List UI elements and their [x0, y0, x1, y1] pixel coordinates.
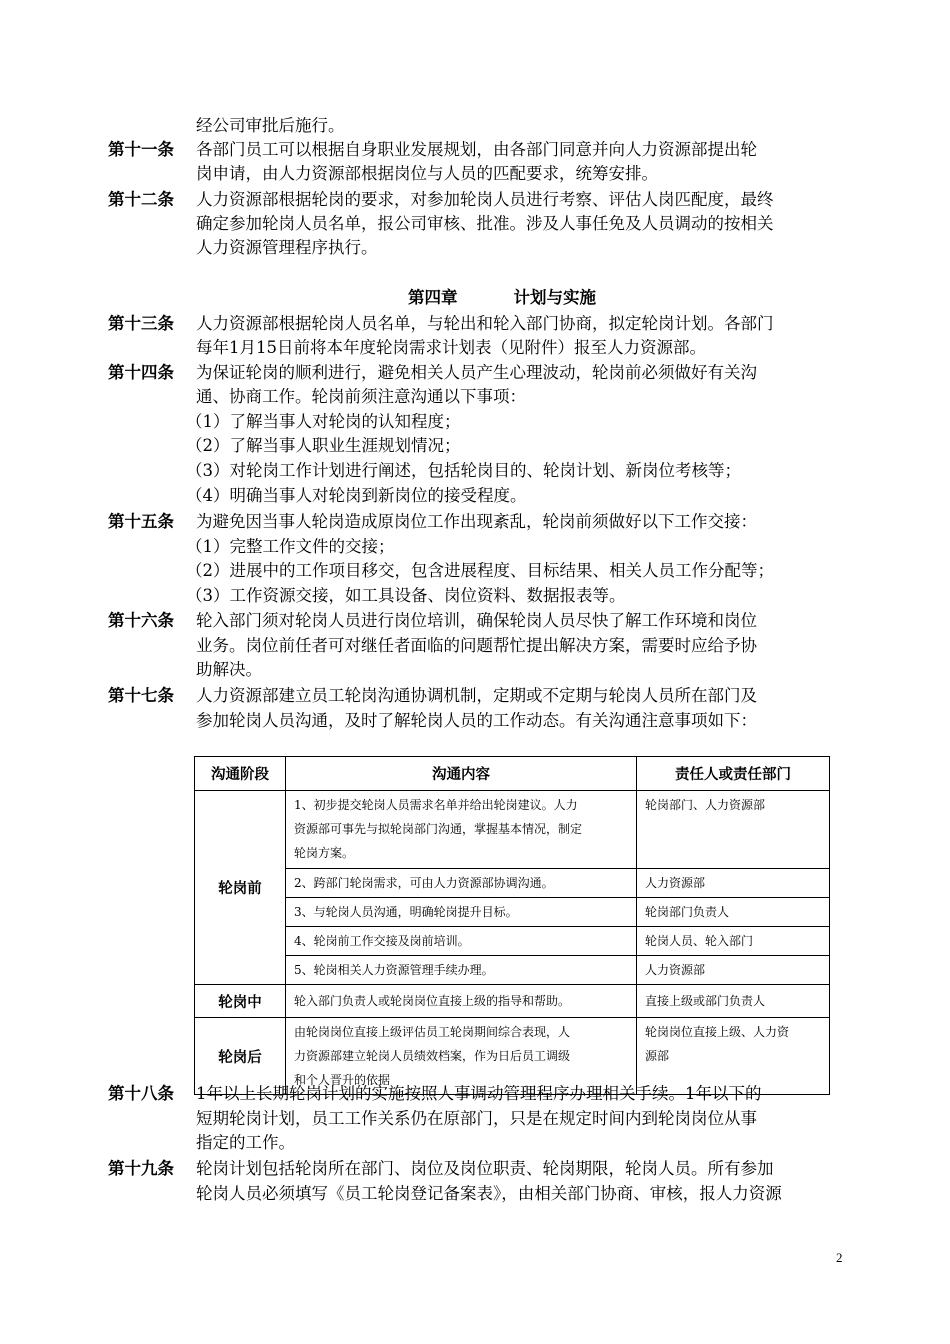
content-line: 4、轮岗前工作交接及岗前培训。 [294, 934, 470, 948]
owner-line: 人力资源部 [645, 963, 706, 977]
article-19-line: 轮岗人员必须填写《员工轮岗登记备案表》，由相关部门协商、审核，报人力资源 [196, 1184, 782, 1203]
article-14-line: 通、协商工作。轮岗前须注意沟通以下事项： [196, 387, 526, 406]
chapter-heading [408, 286, 596, 310]
chapter-number: 第四章 [408, 288, 458, 307]
table-row [195, 898, 830, 927]
owner-cell [637, 869, 830, 898]
content-line: 轮入部门负责人或轮岗岗位直接上级的指导和帮助。 [294, 994, 571, 1008]
article-11-label: 第十一条 [108, 140, 174, 159]
article-12-line: 确定参加轮岗人员名单，报公司审核、批准。涉及人事任免及人员调动的按相关 [196, 214, 774, 233]
article-16-line: 业务。岗位前任者可对继任者面临的问题帮忙提出解决方案，需要时应给予协 [196, 636, 757, 655]
article-14-item: （4）明确当事人对轮岗到新岗位的接受程度。 [186, 486, 527, 505]
content-line: 2、跨部门轮岗需求，可由人力资源部协调沟通。 [294, 876, 554, 890]
table-row [195, 956, 830, 985]
article-14-item: （3）对轮岗工作计划进行阐述，包括轮岗目的、轮岗计划、新岗位考核等； [186, 461, 741, 480]
article-12-line: 人力资源管理程序执行。 [196, 238, 378, 257]
stage-after: 轮岗后 [195, 1018, 286, 1095]
article-16-line: 助解决。 [196, 660, 262, 679]
owner-cell [637, 791, 830, 869]
owner-line: 源部 [645, 1049, 670, 1063]
article-18-label: 第十八条 [108, 1084, 174, 1103]
table-header-row [195, 757, 830, 791]
header-content: 沟通内容 [286, 757, 637, 791]
owner-line: 直接上级或部门负责人 [645, 994, 766, 1008]
owner-cell [637, 927, 830, 956]
content-line: 3、与轮岗人员沟通，明确轮岗提升目标。 [294, 905, 518, 919]
table-row [195, 927, 830, 956]
content-line: 资源部可事先与拟轮岗部门沟通，掌握基本情况，制定 [294, 822, 583, 836]
article-13-line: 每年1月15日前将本年度轮岗需求计划表（见附件）报至人力资源部。 [196, 338, 706, 357]
owner-cell [637, 898, 830, 927]
content-cell [286, 869, 637, 898]
content-cell [286, 791, 637, 869]
stage-before: 轮岗前 [195, 791, 286, 985]
article-15-item: （2）进展中的工作项目移交，包含进展程度、目标结果、相关人员工作分配等； [186, 561, 774, 580]
content-line: 由轮岗岗位直接上级评估员工轮岗期间综合表现，人 [294, 1025, 571, 1039]
article-15-item: （1）完整工作文件的交接； [186, 537, 395, 556]
owner-line: 轮岗岗位直接上级、人力资 [645, 1025, 790, 1039]
article-18-line: 1年以上长期轮岗计划的实施按照人事调动管理程序办理相关手续。1年以下的 [196, 1084, 762, 1103]
article-17-line: 参加轮岗人员沟通，及时了解轮岗人员的工作动态。有关沟通注意事项如下： [196, 711, 757, 730]
table-row [195, 791, 830, 869]
article-16-line: 轮入部门须对轮岗人员进行岗位培训，确保轮岗人员尽快了解工作环境和岗位 [196, 611, 757, 630]
header-owner: 责任人或责任部门 [637, 757, 830, 791]
stage-during: 轮岗中 [195, 985, 286, 1018]
article-11-line: 岗申请，由人力资源部根据岗位与人员的匹配要求，统筹安排。 [196, 164, 658, 183]
content-line: 轮岗方案。 [294, 846, 355, 860]
article-15-item: （3）工作资源交接，如工具设备、岗位资料、数据报表等。 [186, 586, 626, 605]
article-12-line: 人力资源部根据轮岗的要求，对参加轮岗人员进行考察、评估人岗匹配度，最终 [196, 190, 774, 209]
owner-line: 轮岗部门负责人 [645, 905, 730, 919]
owner-cell [637, 985, 830, 1018]
content-line: 5、轮岗相关人力资源管理手续办理。 [294, 963, 494, 977]
table-row [195, 869, 830, 898]
content-cell [286, 985, 637, 1018]
content-line: 和个人晋升的依据 [294, 1073, 391, 1087]
previous-article-tail: 经公司审批后施行。 [196, 116, 345, 135]
article-19-label: 第十九条 [108, 1159, 174, 1178]
article-15-label: 第十五条 [108, 512, 174, 531]
article-14-label: 第十四条 [108, 363, 174, 382]
owner-line: 轮岗部门、人力资源部 [645, 798, 766, 812]
article-14-item: （2）了解当事人职业生涯规划情况； [186, 436, 461, 455]
article-13-line: 人力资源部根据轮岗人员名单，与轮出和轮入部门协商，拟定轮岗计划。各部门 [196, 314, 774, 333]
owner-line: 轮岗人员、轮入部门 [645, 934, 754, 948]
article-16-label: 第十六条 [108, 611, 174, 630]
communication-table [194, 756, 830, 1095]
page-number: 2 [836, 1250, 843, 1265]
table-row [195, 985, 830, 1018]
article-14-item: （1）了解当事人对轮岗的认知程度； [186, 412, 461, 431]
article-15-line: 为避免因当事人轮岗造成原岗位工作出现紊乱，轮岗前须做好以下工作交接： [196, 512, 757, 531]
article-13-label: 第十三条 [108, 314, 174, 333]
chapter-title: 计划与实施 [513, 288, 596, 307]
content-cell [286, 956, 637, 985]
content-cell [286, 898, 637, 927]
content-line: 力资源部建立轮岗人员绩效档案，作为日后员工调级 [294, 1049, 571, 1063]
owner-cell [637, 956, 830, 985]
content-cell [286, 927, 637, 956]
header-stage: 沟通阶段 [195, 757, 286, 791]
article-11-line: 各部门员工可以根据自身职业发展规划，由各部门同意并向人力资源部提出轮 [196, 140, 757, 159]
article-17-label: 第十七条 [108, 686, 174, 705]
article-18-line: 指定的工作。 [196, 1133, 295, 1152]
content-line: 1、初步提交轮岗人员需求名单并给出轮岗建议。人力 [294, 798, 578, 812]
owner-line: 人力资源部 [645, 876, 706, 890]
article-18-line: 短期轮岗计划，员工工作关系仍在原部门，只是在规定时间内到轮岗岗位从事 [196, 1109, 757, 1128]
article-12-label: 第十二条 [108, 190, 174, 209]
article-19-line: 轮岗计划包括轮岗所在部门、岗位及岗位职责、轮岗期限，轮岗人员。所有参加 [196, 1159, 774, 1178]
article-14-line: 为保证轮岗的顺利进行，避免相关人员产生心理波动，轮岗前必须做好有关沟 [196, 363, 757, 382]
article-17-line: 人力资源部建立员工轮岗沟通协调机制，定期或不定期与轮岗人员所在部门及 [196, 686, 757, 705]
